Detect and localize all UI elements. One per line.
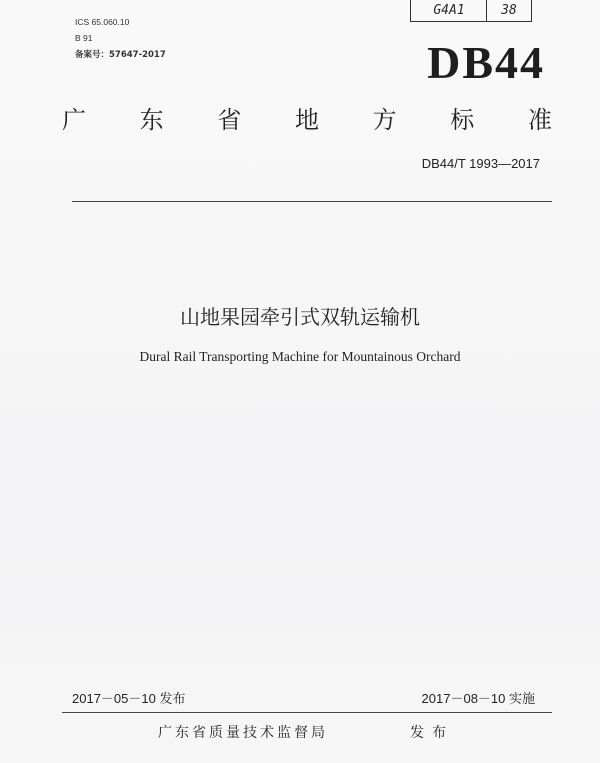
standard-type-char: 标	[450, 106, 475, 134]
issue-label: 发布	[410, 725, 454, 741]
db-code-heading: DB44	[427, 37, 545, 88]
stamp-code: G4A1	[433, 2, 465, 18]
standard-type-char: 东	[139, 106, 164, 134]
implementation-date: 2017－08－10 实施	[421, 691, 535, 706]
standard-number: DB44/T 1993—2017	[421, 156, 540, 171]
stamp-code-box	[410, 0, 487, 22]
classification-code: B 91	[75, 33, 93, 43]
standard-type-char: 地	[294, 106, 319, 134]
record-number: 备案号：57647-2017	[75, 50, 166, 60]
stamp-number: 38	[501, 2, 517, 18]
ics-code: ICS 65.060.10	[75, 17, 130, 27]
standard-type-char: 准	[527, 106, 552, 134]
standard-type-char: 省	[217, 106, 242, 134]
standard-type-char: 广	[62, 106, 86, 134]
header-divider	[72, 201, 552, 202]
stamp-number-box	[486, 0, 532, 22]
issue-date: 2017－05－10 发布	[72, 691, 186, 706]
standard-type-char: 方	[372, 106, 397, 134]
document-title-english: Dural Rail Transporting Machine for Mountainous Orchard	[139, 349, 461, 364]
footer-divider	[62, 712, 552, 713]
issuing-authority: 广东省质量技术监督局	[158, 725, 328, 741]
document-title-chinese: 山地果园牵引式双轨运输机	[180, 305, 420, 329]
standard-type-title	[62, 100, 552, 135]
